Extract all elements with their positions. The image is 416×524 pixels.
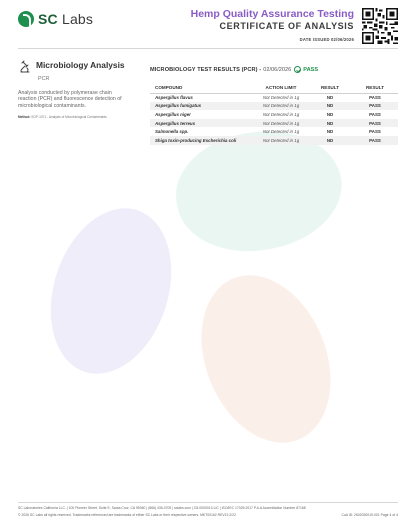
status-cell: PASS bbox=[369, 111, 381, 117]
limit-cell: Not Detected in 1g bbox=[254, 119, 308, 128]
result-cell: ND bbox=[308, 136, 352, 145]
table-row bbox=[150, 102, 398, 111]
col-header-action-limit: ACTION LIMIT bbox=[254, 83, 308, 93]
limit-cell: Not Detected in 1g bbox=[262, 129, 300, 135]
document-subtitle: CERTIFICATE OF ANALYSIS bbox=[219, 21, 354, 31]
table-row bbox=[150, 136, 398, 145]
results-panel bbox=[150, 66, 398, 145]
status-cell: PASS bbox=[369, 95, 381, 101]
col-header-compound: COMPOUND bbox=[150, 83, 254, 93]
result-cell: ND bbox=[308, 119, 352, 128]
table-row bbox=[150, 127, 398, 136]
status-cell: PASS bbox=[369, 129, 381, 135]
compound-cell: Aspergillus fumigatus bbox=[150, 102, 254, 111]
sc-labs-logo-icon bbox=[18, 11, 34, 27]
section-method: PCR bbox=[38, 76, 50, 82]
section-title: Microbiology Analysis bbox=[36, 60, 125, 70]
brand-name-bold: SC bbox=[38, 11, 58, 27]
footer-copyright: © 2026 SC Labs all rights reserved. Trademarks referenced are trademarks of either SC Labs or their respective owners. MKT00162 REV13 2/22 bbox=[18, 513, 236, 517]
compound-cell: Shiga toxin-producing Escherichia coli bbox=[150, 136, 254, 145]
document-title: Hemp Quality Assurance Testing bbox=[190, 8, 354, 20]
section-description: Analysis conducted by polymerase chain reaction (PCR) and fluorescence detection of microbiological contaminants. bbox=[18, 90, 122, 109]
brand-logo[interactable] bbox=[18, 11, 93, 27]
compound-cell: Aspergillus terreus bbox=[150, 119, 254, 128]
status-cell: PASS bbox=[352, 119, 398, 128]
decorative-shape-lavender bbox=[31, 193, 192, 390]
table-header-row bbox=[150, 83, 398, 93]
method-ref-text: SOP-1071 - Analysis of Microbiological Contaminants bbox=[31, 115, 107, 120]
result-cell: ND bbox=[326, 95, 334, 101]
results-date: 02/06/2026 bbox=[263, 66, 292, 73]
qr-code-icon[interactable] bbox=[362, 8, 398, 44]
results-title: MICROBIOLOGY TEST RESULTS (PCR) - bbox=[150, 66, 262, 73]
col-header-result: RESULT bbox=[308, 83, 352, 93]
result-cell: ND bbox=[326, 111, 334, 117]
results-table bbox=[150, 83, 398, 145]
method-reference bbox=[18, 115, 138, 119]
brand-name bbox=[38, 11, 93, 27]
compound-cell: Aspergillus flavus bbox=[155, 95, 193, 101]
footer-address-line bbox=[18, 506, 398, 510]
status-cell: PASS bbox=[352, 102, 398, 111]
document-title-block bbox=[191, 8, 354, 31]
method-label: Method: bbox=[18, 115, 31, 120]
results-heading bbox=[150, 66, 398, 73]
col-header-result-status: RESULT bbox=[352, 83, 398, 93]
page-header bbox=[0, 0, 416, 48]
header-divider bbox=[18, 48, 398, 49]
section-heading bbox=[18, 60, 138, 74]
check-circle-icon bbox=[294, 66, 301, 73]
decorative-shape-peach bbox=[178, 256, 354, 462]
table-row bbox=[150, 93, 398, 102]
results-status: PASS bbox=[303, 66, 319, 73]
limit-cell: Not Detected in 1g bbox=[262, 111, 300, 117]
microscope-icon bbox=[18, 60, 32, 74]
footer-copyright-line bbox=[18, 513, 398, 517]
section-summary bbox=[18, 60, 138, 119]
brand-name-light: Labs bbox=[61, 11, 94, 27]
footer-divider bbox=[18, 502, 398, 503]
compound-cell: Salmonella spp. bbox=[155, 129, 189, 135]
limit-cell: Not Detected in 1g bbox=[254, 102, 308, 111]
compound-cell: Aspergillus niger bbox=[155, 111, 191, 117]
date-issued: DATE ISSUED 02/06/2026 bbox=[299, 37, 354, 42]
page-footer bbox=[18, 502, 398, 517]
footer-coa-id: CoA ID: 2602030019-001 Page 4 of 4 bbox=[341, 513, 398, 517]
limit-cell: Not Detected in 1g bbox=[262, 95, 300, 101]
result-cell: ND bbox=[308, 102, 352, 111]
result-cell: ND bbox=[326, 129, 334, 135]
status-cell: PASS bbox=[352, 136, 398, 145]
table-row bbox=[150, 119, 398, 128]
limit-cell: Not Detected in 1g bbox=[254, 136, 308, 145]
footer-address: SC Laboratories California LLC. | 100 Pioneer Street, Suite E, Santa Cruz, CA 95060 | (866) 435-0709 | sclabs.com | C8-0000013-LIC | ISO/IEC 17025:2017 P.A.A Accreditation Number 87168 bbox=[18, 506, 306, 510]
table-row bbox=[150, 110, 398, 119]
